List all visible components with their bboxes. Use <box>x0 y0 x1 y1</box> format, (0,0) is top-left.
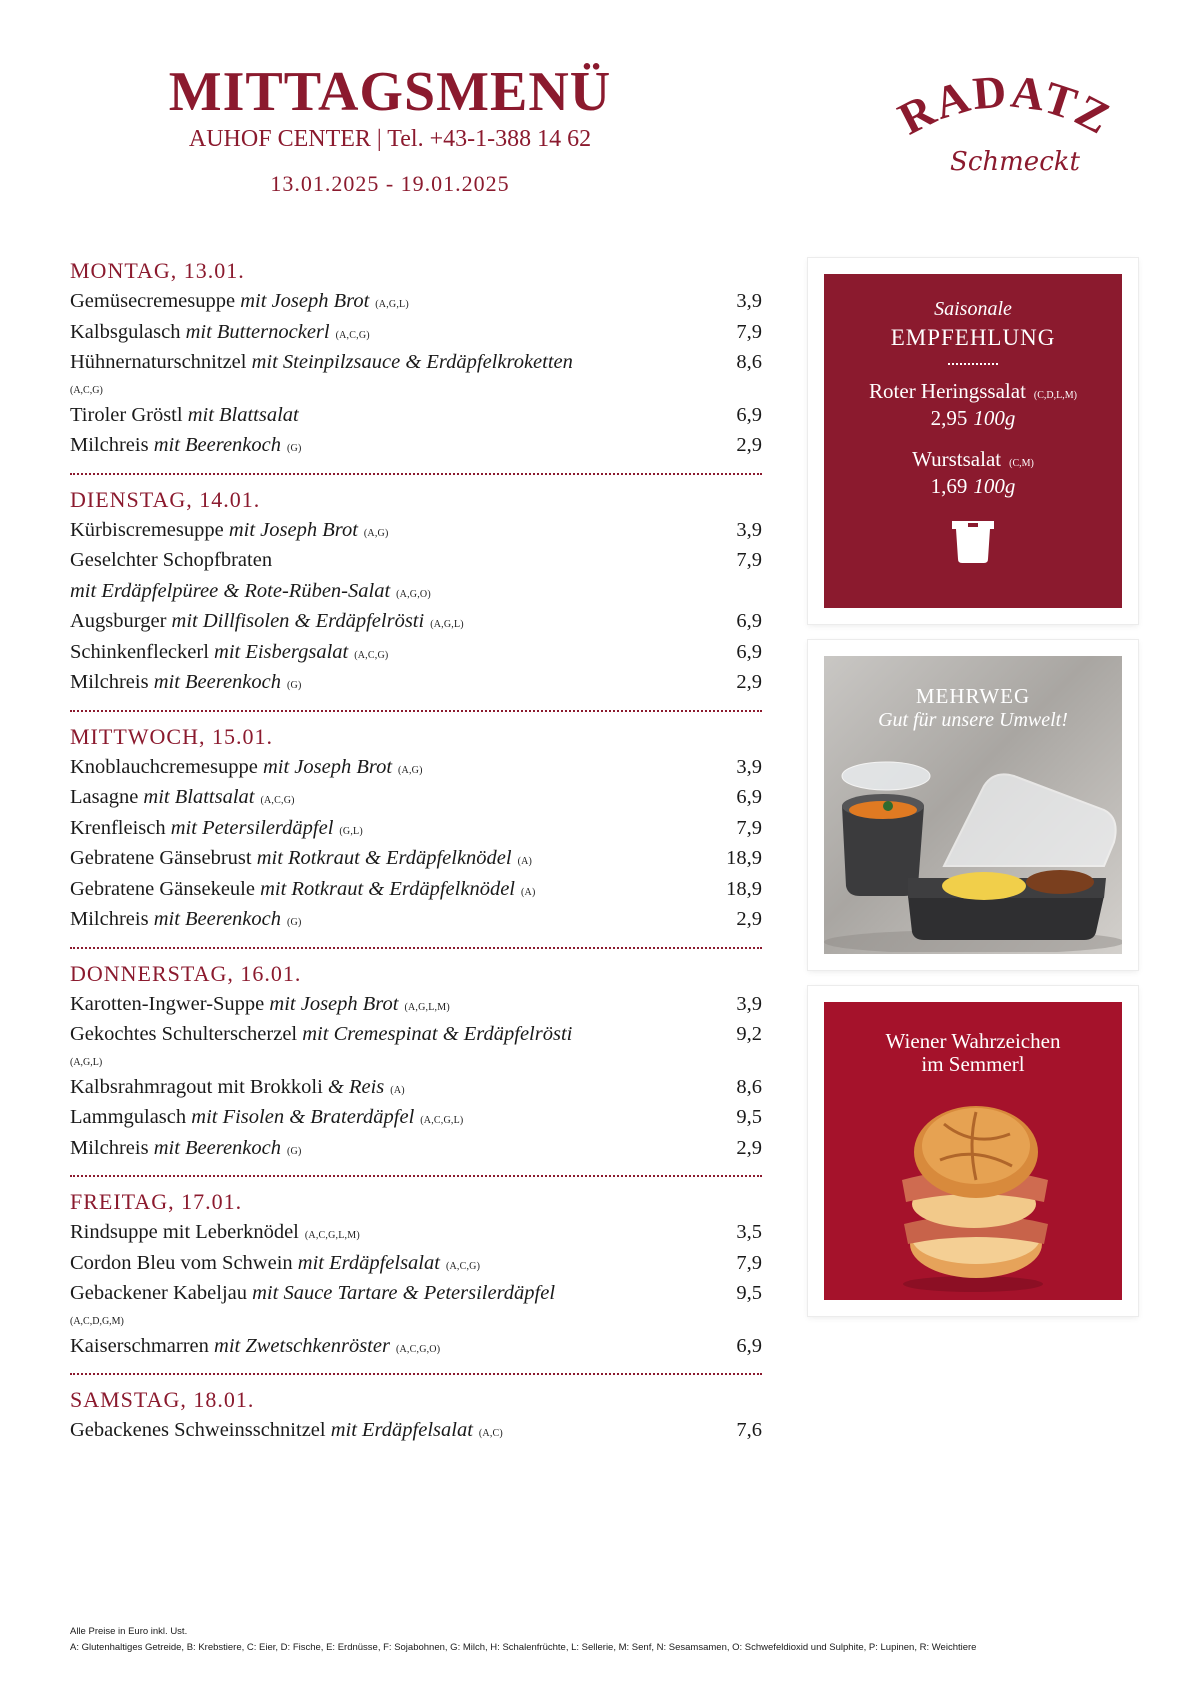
allergen-codes: (A,C,D,G,M) <box>70 1315 124 1327</box>
day-section <box>70 724 762 949</box>
menu-item <box>70 1219 762 1250</box>
allergen-codes: (A,C,G,L) <box>420 1115 464 1126</box>
menu-item <box>70 1333 762 1364</box>
allergen-codes: (A,G,O) <box>396 588 431 600</box>
allergen-codes: (A,G,L) <box>70 1056 103 1068</box>
day-divider <box>70 947 762 949</box>
day-section <box>70 487 762 712</box>
day-section <box>70 258 762 475</box>
menu-item <box>70 1280 762 1311</box>
dish-name: Milchreis <box>70 1136 149 1159</box>
menu-item <box>70 784 762 815</box>
allergen-codes: (A,G,L,M) <box>404 1001 450 1013</box>
allergen-legend: A: Glutenhaltiges Getreide, B: Krebstiere, C: Eier, D: Fische, E: Erdnüsse, F: Sojabohnen, G: Milch, H: Schalenfrüchte, L: Sellerie, M: Senf, N: Sesamsamen, O: Schwefeldioxid und Sulphite, P: Lupinen, R: Weichtiere <box>70 1642 977 1653</box>
menu-item <box>70 1135 762 1166</box>
day-section <box>70 961 762 1178</box>
recommendation-item-name: Wurstsalat (C,M) <box>912 447 1034 471</box>
dish-price: 2,9 <box>736 434 762 456</box>
dish-name: Gebratene Gänsekeule <box>70 877 255 900</box>
dish-name: Geselchter Schopfbraten <box>70 549 273 571</box>
day-title: DONNERSTAG, 16.01. <box>70 960 302 986</box>
logo-tagline: Schmeckt <box>950 147 1080 177</box>
dish-side: mit Joseph Brot <box>228 518 358 541</box>
mehrweg-title: MEHRWEG <box>915 684 1031 708</box>
allergen-codes: (A,G) <box>398 764 423 776</box>
allergen-codes: (A) <box>517 856 533 867</box>
dish-price: 8,6 <box>736 1075 762 1098</box>
menu-item <box>70 876 762 907</box>
dish-price: 7,9 <box>736 549 762 571</box>
dish-side: mit Cremespinat & Erdäpfelrösti <box>302 1023 573 1045</box>
allergen-codes: (A,G,L) <box>430 619 464 630</box>
dish-side: & Reis <box>327 1075 385 1098</box>
dish-name: Milchreis <box>70 434 149 456</box>
dish-price: 18,9 <box>726 877 762 900</box>
day-divider <box>70 1175 762 1177</box>
dish-name: Kürbiscremesuppe <box>70 518 224 541</box>
dish-price: 2,9 <box>736 1136 762 1159</box>
radatz-logo <box>890 72 1120 182</box>
location-phone: AUHOF CENTER | Tel. +43-1-388 14 62 <box>188 126 592 152</box>
menu-item <box>70 517 762 548</box>
allergen-codes: (A,C,G) <box>335 329 370 341</box>
dish-price: 3,9 <box>736 755 762 778</box>
dish-price: 2,9 <box>736 671 762 693</box>
dish-name: Gebratene Gänsebrust <box>70 847 252 869</box>
dish-side: mit Joseph Brot <box>240 290 370 312</box>
menu-item <box>70 845 762 876</box>
dish-price: 6,9 <box>736 403 762 426</box>
dish-side: mit Fisolen & Braterdäpfel <box>191 1106 415 1128</box>
allergen-codes: (A,C,G) <box>445 1260 481 1272</box>
dish-side: mit Erdäpfelsalat <box>330 1419 473 1441</box>
menu-item <box>70 1104 762 1135</box>
menu-item <box>70 1250 762 1281</box>
recommendation-divider <box>948 363 998 365</box>
dish-name: Gebackenes Schweinsschnitzel <box>70 1419 326 1441</box>
dish-name: Milchreis <box>70 908 149 930</box>
day-divider <box>70 1373 762 1375</box>
allergen-codes: (A,G) <box>363 527 389 539</box>
dish-name: Gemüsecremesuppe <box>70 290 236 312</box>
dish-side: mit Joseph Brot <box>262 755 393 778</box>
dish-price: 9,5 <box>736 1282 762 1304</box>
menu-item <box>70 319 762 350</box>
dish-side: mit Beerenkoch <box>153 434 282 456</box>
dish-name: Kalbsgulasch <box>70 320 181 343</box>
day-divider <box>70 473 762 475</box>
dish-name: Gebackener Kabeljau <box>70 1282 247 1304</box>
dish-name: Gekochtes Schulterscherzel <box>70 1023 298 1045</box>
svg-text:RADATZ <box>890 72 1120 145</box>
dish-price: 18,9 <box>726 847 762 869</box>
dish-price: 6,9 <box>736 640 762 663</box>
weekly-menu <box>70 258 762 1458</box>
allergen-codes: (A,G,L) <box>375 299 409 310</box>
day-title: DIENSTAG, 14.01. <box>70 486 261 512</box>
menu-item <box>70 578 762 609</box>
mehrweg-subtitle: Gut für unsere Umwelt! <box>878 709 1068 731</box>
dish-side: mit Steinpilzsauce & Erdäpfelkroketten <box>251 351 573 373</box>
day-title: SAMSTAG, 18.01. <box>70 1387 255 1412</box>
dish-price: 3,9 <box>736 518 762 541</box>
price-note: Alle Preise in Euro inkl. Ust. <box>70 1626 188 1637</box>
menu-item <box>70 639 762 670</box>
dish-side: mit Erdäpfelpüree & Rote-Rüben-Salat <box>70 579 391 602</box>
dish-side: mit Butternockerl <box>185 320 330 343</box>
allergen-codes: (G,L) <box>339 825 363 837</box>
dish-name: Krenfleisch <box>70 816 166 839</box>
allergen-codes: (A) <box>390 1084 405 1096</box>
menu-item <box>70 608 762 639</box>
day-section <box>70 1189 762 1375</box>
dish-side: mit Dillfisolen & Erdäpfelrösti <box>171 610 425 632</box>
dish-side: mit Erdäpfelsalat <box>297 1251 440 1274</box>
page-title: MITTAGSMENÜ <box>168 61 612 123</box>
menu-item <box>70 669 762 700</box>
allergen-codes: (A,C,G,L,M) <box>304 1230 360 1241</box>
allergen-codes: (A) <box>521 886 536 898</box>
day-divider <box>70 710 762 712</box>
leberkaese-semmel-image <box>884 1094 1062 1294</box>
allergen-codes: (G) <box>287 1145 302 1157</box>
dish-price: 3,9 <box>736 290 762 312</box>
menu-item <box>70 1021 762 1052</box>
dish-price: 6,9 <box>736 610 762 632</box>
dish-side: mit Blattsalat <box>143 786 255 808</box>
dish-side: mit Blattsalat <box>187 403 299 426</box>
dish-name: Schinkenfleckerl <box>70 640 209 663</box>
menu-item <box>70 402 762 433</box>
dish-price: 7,9 <box>736 1251 762 1274</box>
dish-side: mit Zwetschkenröster <box>214 1334 390 1357</box>
dish-name: Karotten-Ingwer-Suppe <box>70 992 265 1015</box>
recommendation-kicker: Saisonale <box>934 298 1012 320</box>
recommendation-item-price: 1,69 100g <box>930 474 1016 498</box>
wahrzeichen-card <box>808 986 1138 1316</box>
dish-side: mit Joseph Brot <box>269 992 399 1015</box>
day-title: MONTAG, 13.01. <box>70 258 245 283</box>
dish-side: mit Petersilerdäpfel <box>170 816 334 839</box>
recommendation-item-name: Roter Heringssalat (C,D,L,M) <box>869 379 1077 403</box>
dish-name: Lasagne <box>70 786 139 808</box>
dish-price: 3,9 <box>736 992 762 1015</box>
allergen-codes: (G) <box>287 917 302 928</box>
date-range: 13.01.2025 - 19.01.2025 <box>270 171 510 196</box>
dish-price: 7,9 <box>736 320 762 343</box>
menu-item <box>70 991 762 1022</box>
dish-price: 9,2 <box>736 1023 762 1045</box>
dish-name: Milchreis <box>70 671 149 693</box>
dish-price: 6,9 <box>736 1334 762 1357</box>
menu-item <box>70 1074 762 1105</box>
dish-name: Knoblauchcremesuppe <box>70 755 258 778</box>
dish-price: 9,5 <box>736 1106 762 1128</box>
dish-side: mit Rotkraut & Erdäpfelknödel <box>256 847 512 869</box>
dish-side: mit Beerenkoch <box>153 908 282 930</box>
reusable-container-image <box>824 746 1122 952</box>
menu-item <box>70 288 762 319</box>
mehrweg-card <box>808 640 1138 970</box>
allergen-codes: (A,C) <box>478 1428 503 1439</box>
allergen-codes: (A,C,G) <box>260 795 295 806</box>
dish-side: mit Rotkraut & Erdäpfelknödel <box>260 877 515 900</box>
menu-item <box>70 754 762 785</box>
menu-item <box>70 349 762 380</box>
allergen-codes: (A,C,G,O) <box>395 1343 441 1355</box>
footer-notes <box>70 1624 1150 1656</box>
allergen-codes: (A,C,G) <box>70 384 103 396</box>
dish-side: mit Sauce Tartare & Petersilerdäpfel <box>252 1282 556 1304</box>
dish-name: Cordon Bleu vom Schwein <box>70 1251 293 1274</box>
recommendation-card <box>808 258 1138 624</box>
allergen-codes: (G) <box>287 680 302 691</box>
menu-item <box>70 1417 762 1448</box>
menu-item <box>70 547 762 578</box>
dish-name: Rindsuppe mit Leberknödel <box>70 1221 299 1243</box>
dish-name: Lammgulasch <box>70 1106 187 1128</box>
dish-side: mit Beerenkoch <box>153 671 282 693</box>
logo-brand: RADATZ <box>890 72 1120 145</box>
dish-price: 3,5 <box>736 1221 762 1243</box>
dish-price: 7,9 <box>736 816 762 839</box>
dish-side: mit Beerenkoch <box>153 1136 282 1159</box>
dish-name: Hühnernaturschnitzel <box>70 351 247 373</box>
dish-name: Tiroler Gröstl <box>70 403 183 426</box>
recommendation-title: EMPFEHLUNG <box>890 325 1056 350</box>
dish-price: 6,9 <box>736 786 762 808</box>
takeaway-bag-icon <box>946 517 1000 565</box>
dish-price: 2,9 <box>736 908 762 930</box>
dish-name: Augsburger <box>70 610 167 632</box>
dish-price: 7,6 <box>736 1419 762 1441</box>
allergen-codes: (A,C,G) <box>354 649 389 661</box>
dish-side: mit Eisbergsalat <box>214 640 349 663</box>
menu-item <box>70 432 762 463</box>
recommendation-item-price: 2,95 100g <box>930 406 1016 430</box>
day-title: MITTWOCH, 15.01. <box>70 723 273 749</box>
day-section <box>70 1387 762 1448</box>
dish-name: Kalbsrahmragout mit Brokkoli <box>70 1075 323 1098</box>
page-header <box>140 61 640 197</box>
day-title: FREITAG, 17.01. <box>70 1189 243 1214</box>
menu-item <box>70 906 762 937</box>
menu-item <box>70 815 762 846</box>
dish-price: 8,6 <box>736 351 762 373</box>
allergen-codes: (G) <box>287 443 302 454</box>
wahrzeichen-title: Wiener Wahrzeichen im Semmerl <box>885 1029 1061 1076</box>
dish-name: Kaiserschmarren <box>70 1334 209 1357</box>
